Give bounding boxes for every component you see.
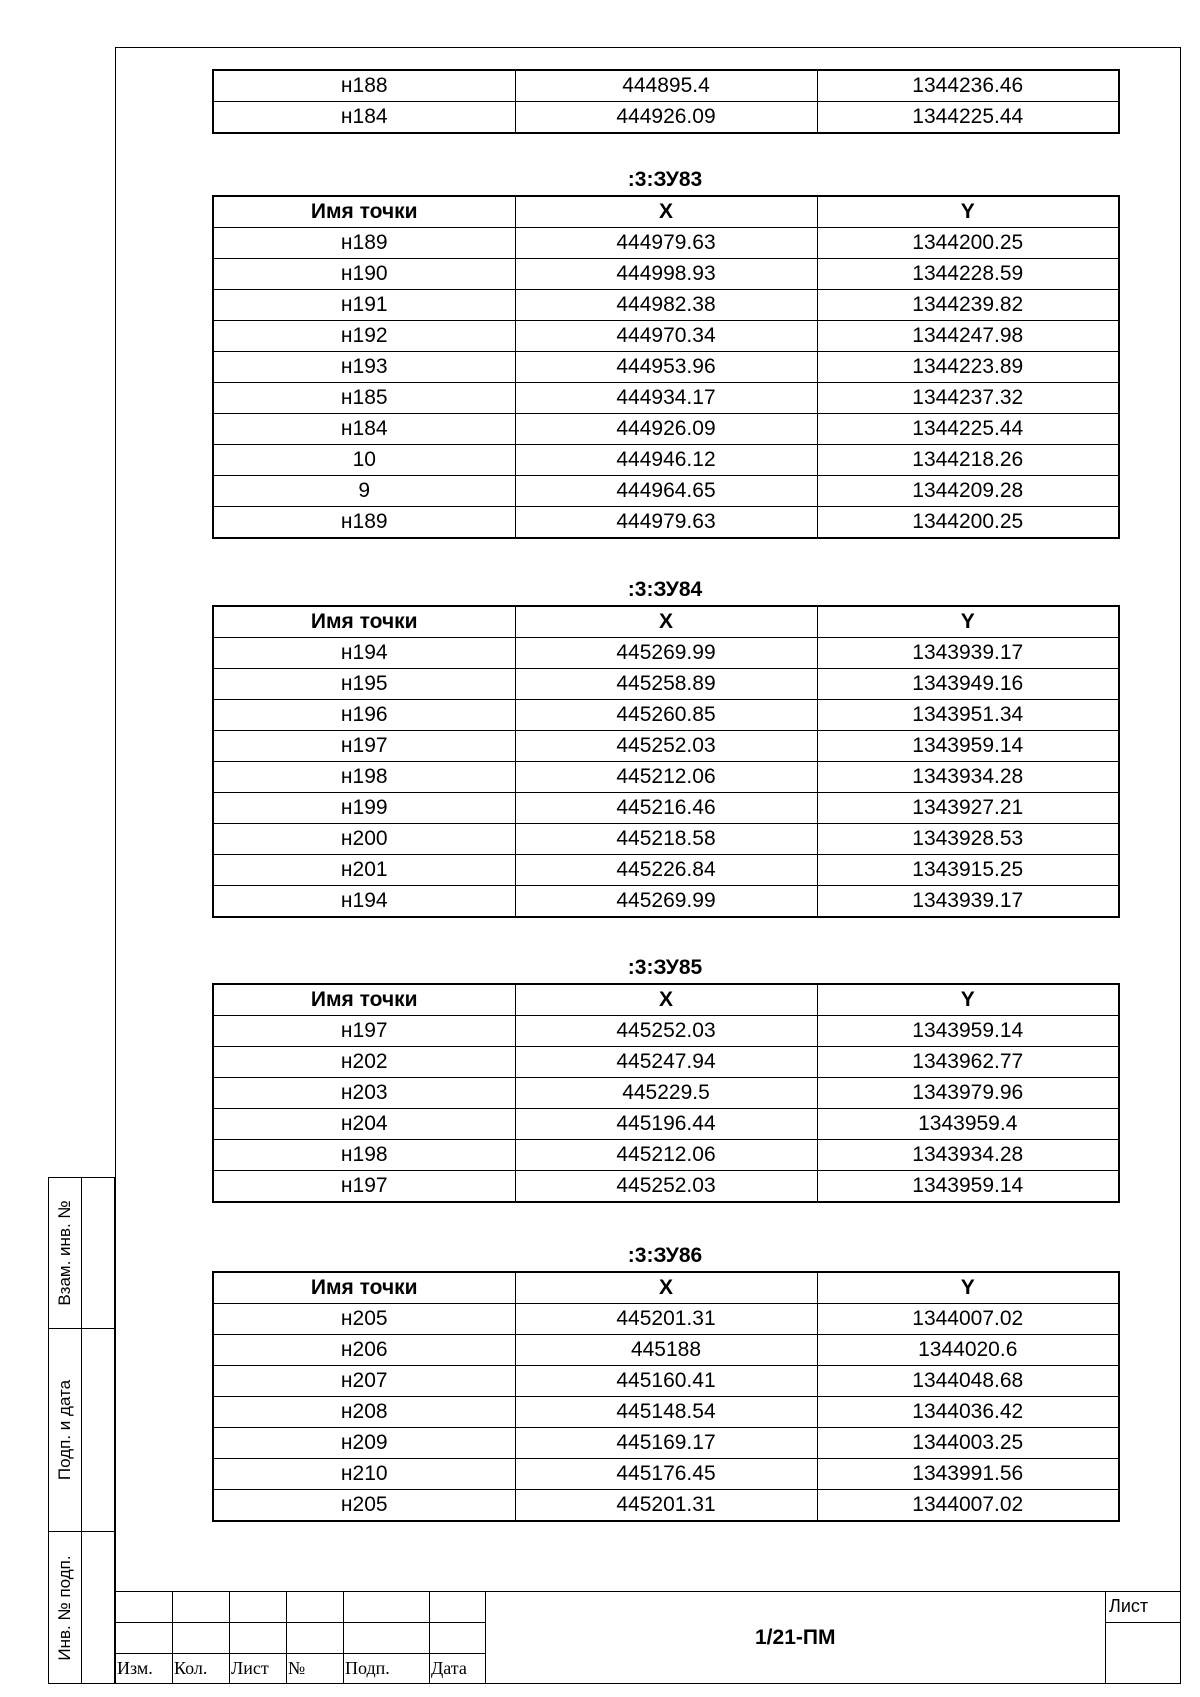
point-name-cell: н205 [213,1304,515,1335]
table-row [213,70,1119,102]
header-y: Y [817,606,1119,638]
continued-table [212,69,1118,134]
y-cell: 1344200.25 [817,228,1119,259]
y-cell: 1343959.14 [817,1016,1119,1047]
header-row [213,984,1119,1016]
zone-title: :3:ЗУ85 [627,956,703,979]
point-name-cell: 10 [213,445,515,476]
table-row [213,1016,1119,1047]
y-cell: 1344236.46 [817,70,1119,102]
y-cell: 1344247.98 [817,321,1119,352]
y-cell: 1343949.16 [817,669,1119,700]
table-row [213,383,1119,414]
point-name-cell: н197 [213,731,515,762]
x-cell: 445160.41 [515,1366,817,1397]
y-cell: 1344225.44 [817,414,1119,445]
x-cell: 444926.09 [515,102,817,134]
point-name-cell: н197 [213,1016,515,1047]
y-cell: 1343951.34 [817,700,1119,731]
point-name-cell: н184 [213,102,515,134]
x-cell: 444946.12 [515,445,817,476]
y-cell: 1344007.02 [817,1304,1119,1335]
table-row [213,1459,1119,1490]
y-cell: 1344237.32 [817,383,1119,414]
x-cell: 445229.5 [515,1078,817,1109]
y-cell: 1344239.82 [817,290,1119,321]
x-cell: 445226.84 [515,855,817,886]
coordinates-table [212,69,1120,134]
point-name-cell: н201 [213,855,515,886]
table-row [213,700,1119,731]
stamp-kol: Кол. [174,1658,208,1678]
table-row [213,507,1119,539]
header-y: Y [817,1272,1119,1304]
y-cell: 1344225.44 [817,102,1119,134]
header-point-name: Имя точки [213,196,515,228]
table-row [213,321,1119,352]
point-name-cell: н194 [213,638,515,669]
table-row [213,886,1119,918]
y-cell: 1343915.25 [817,855,1119,886]
point-name-cell: н204 [213,1109,515,1140]
y-cell: 1343927.21 [817,793,1119,824]
header-x: X [515,1272,817,1304]
table-row [213,1109,1119,1140]
y-cell: 1343959.14 [817,1171,1119,1203]
y-cell: 1344007.02 [817,1490,1119,1522]
table-row [213,638,1119,669]
header-y: Y [817,984,1119,1016]
x-cell: 444964.65 [515,476,817,507]
point-name-cell: н210 [213,1459,515,1490]
x-cell: 445216.46 [515,793,817,824]
table-row [213,1140,1119,1171]
header-point-name: Имя точки [213,606,515,638]
x-cell: 444979.63 [515,507,817,539]
zone-title: :3:ЗУ83 [627,168,703,191]
table-row [213,1335,1119,1366]
table-row [213,1397,1119,1428]
point-name-cell: н202 [213,1047,515,1078]
point-name-cell: н192 [213,321,515,352]
x-cell: 445260.85 [515,700,817,731]
x-cell: 445252.03 [515,1171,817,1203]
y-cell: 1343991.56 [817,1459,1119,1490]
table-row [213,1171,1119,1203]
x-cell: 445169.17 [515,1428,817,1459]
table-row [213,855,1119,886]
table-row [213,445,1119,476]
x-cell: 445269.99 [515,638,817,669]
point-name-cell: н207 [213,1366,515,1397]
x-cell: 445212.06 [515,1140,817,1171]
zone-title: :3:ЗУ86 [627,1244,703,1267]
y-cell: 1344003.25 [817,1428,1119,1459]
stamp-num: № [288,1658,306,1678]
point-name-cell: н195 [213,669,515,700]
document-code: 1/21-ПМ [755,1626,836,1649]
table-row [213,414,1119,445]
x-cell: 444970.34 [515,321,817,352]
x-cell: 444926.09 [515,414,817,445]
table-row [213,1047,1119,1078]
point-name-cell: н198 [213,1140,515,1171]
stamp-list: Лист [231,1658,269,1678]
y-cell: 1344200.25 [817,507,1119,539]
stamp-data: Дата [431,1658,467,1678]
x-cell: 445201.31 [515,1304,817,1335]
y-cell: 1343934.28 [817,762,1119,793]
y-cell: 1344218.26 [817,445,1119,476]
x-cell: 444934.17 [515,383,817,414]
table-row [213,259,1119,290]
y-cell: 1344228.59 [817,259,1119,290]
point-name-cell: н188 [213,70,515,102]
table-row [213,1428,1119,1459]
x-cell: 444998.93 [515,259,817,290]
point-name-cell: н190 [213,259,515,290]
table-row [213,762,1119,793]
y-cell: 1344223.89 [817,352,1119,383]
y-cell: 1343939.17 [817,638,1119,669]
side-label-vzam: Взам. инв. № [55,1200,74,1306]
zone-title: :3:ЗУ84 [627,578,703,601]
table-row [213,1490,1119,1522]
side-stamp-inv [48,1531,115,1684]
x-cell: 445188 [515,1335,817,1366]
y-cell: 1343934.28 [817,1140,1119,1171]
point-name-cell: н208 [213,1397,515,1428]
header-row [213,606,1119,638]
zone-section [212,953,1118,1203]
point-name-cell: н193 [213,352,515,383]
x-cell: 445201.31 [515,1490,817,1522]
point-name-cell: н189 [213,507,515,539]
x-cell: 445258.89 [515,669,817,700]
point-name-cell: н191 [213,290,515,321]
table-row [213,1304,1119,1335]
y-cell: 1343979.96 [817,1078,1119,1109]
zone-section [212,575,1118,918]
side-label-inv: Инв. № подп. [55,1554,74,1661]
table-row [213,228,1119,259]
x-cell: 444979.63 [515,228,817,259]
coordinates-table [212,605,1120,918]
point-name-cell: н198 [213,762,515,793]
side-stamp-podp [48,1328,115,1532]
point-name-cell: н206 [213,1335,515,1366]
point-name-cell: н199 [213,793,515,824]
point-name-cell: н197 [213,1171,515,1203]
x-cell: 444895.4 [515,70,817,102]
table-row [213,793,1119,824]
point-name-cell: 9 [213,476,515,507]
table-row [213,102,1119,134]
y-cell: 1344020.6 [817,1335,1119,1366]
point-name-cell: н209 [213,1428,515,1459]
y-cell: 1343928.53 [817,824,1119,855]
side-stamp-vzam [48,1177,115,1329]
table-row [213,669,1119,700]
y-cell: 1343939.17 [817,886,1119,918]
header-x: X [515,984,817,1016]
y-cell: 1344048.68 [817,1366,1119,1397]
point-name-cell: н200 [213,824,515,855]
coordinates-table [212,983,1120,1203]
table-row [213,290,1119,321]
y-cell: 1343962.77 [817,1047,1119,1078]
point-name-cell: н184 [213,414,515,445]
x-cell: 445196.44 [515,1109,817,1140]
table-row [213,352,1119,383]
title-block [115,1591,1181,1684]
header-row [213,1272,1119,1304]
zone-section [212,165,1118,539]
header-row [213,196,1119,228]
table-row [213,731,1119,762]
x-cell: 445148.54 [515,1397,817,1428]
point-name-cell: н194 [213,886,515,918]
x-cell: 445252.03 [515,731,817,762]
x-cell: 445247.94 [515,1047,817,1078]
x-cell: 445269.99 [515,886,817,918]
coordinates-table [212,195,1120,539]
table-row [213,1366,1119,1397]
x-cell: 445212.06 [515,762,817,793]
stamp-podp: Подп. [345,1658,390,1678]
table-row [213,476,1119,507]
x-cell: 445218.58 [515,824,817,855]
point-name-cell: н203 [213,1078,515,1109]
coordinates-table [212,1271,1120,1522]
y-cell: 1344209.28 [817,476,1119,507]
x-cell: 444982.38 [515,290,817,321]
header-y: Y [817,196,1119,228]
y-cell: 1343959.4 [817,1109,1119,1140]
point-name-cell: н205 [213,1490,515,1522]
point-name-cell: н196 [213,700,515,731]
stamp-izm: Изм. [117,1658,153,1678]
y-cell: 1343959.14 [817,731,1119,762]
side-label-podp: Подп. и дата [55,1379,74,1481]
x-cell: 444953.96 [515,352,817,383]
header-x: X [515,606,817,638]
table-row [213,824,1119,855]
header-x: X [515,196,817,228]
x-cell: 445252.03 [515,1016,817,1047]
sheet-label: Лист [1109,1596,1149,1616]
header-point-name: Имя точки [213,984,515,1016]
header-point-name: Имя точки [213,1272,515,1304]
x-cell: 445176.45 [515,1459,817,1490]
point-name-cell: н189 [213,228,515,259]
y-cell: 1344036.42 [817,1397,1119,1428]
table-row [213,1078,1119,1109]
zone-section [212,1241,1118,1522]
point-name-cell: н185 [213,383,515,414]
